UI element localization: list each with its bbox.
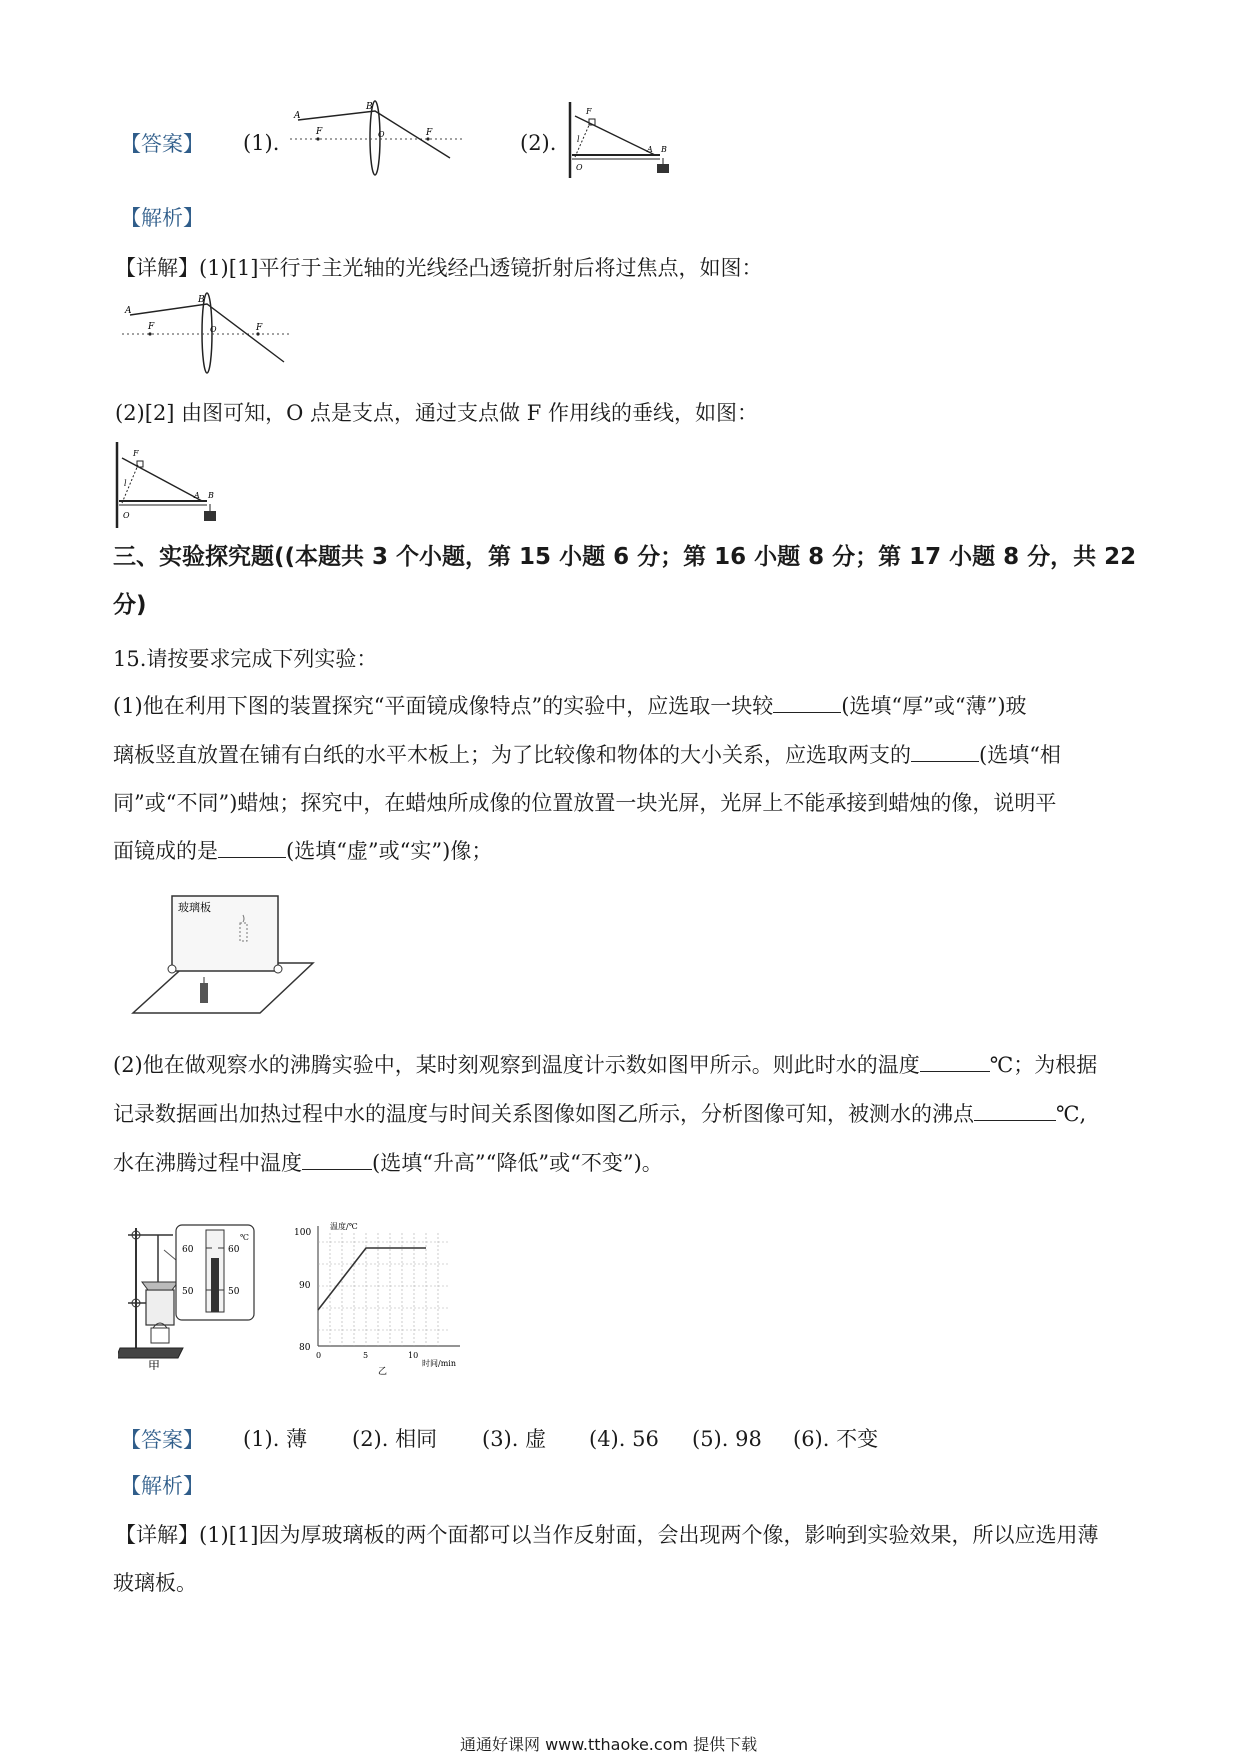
q15-p2-line1 [113,1050,1097,1080]
answer-2-item-2: (2). 相同 [352,1427,438,1451]
graph-y-tick-90: 90 [299,1281,311,1291]
section-heading-line2: 分) [113,592,147,618]
label-b: B [208,491,214,500]
footer-source: 通通好课网 www.tthaoke.com 提供下载 [460,1735,758,1754]
label-a: A [125,306,132,316]
label-a: A [194,491,200,500]
answer-blank-1 [773,692,841,713]
detail-text: (1)[1]因为厚玻璃板的两个面都可以当作反射面，会出现两个像，影响到实验效果，所以应选用薄 [199,1523,1099,1547]
answer-tag: 【答案】 [120,1428,204,1452]
answer-2-item-5: (5). 98 [692,1427,762,1451]
text: (2)他在做观察水的沸腾实验中，某时刻观察到温度计示数如图甲所示。则此时水的温度 [113,1053,920,1077]
label-f-left: F [316,127,323,137]
thermo-tick-50-left: 50 [182,1287,194,1297]
q15-p1-line3: 同”或“不同”)蜡烛；探究中，在蜡烛所成像的位置放置一块光屏，光屏上不能承接到蜡烛的像，说明平 [113,791,1057,815]
question-stem: 15.请按要求完成下列实验： [113,647,378,671]
section-heading [113,533,1136,629]
graph-y-label: 温度/℃ [330,1222,358,1231]
answer-row-2 [120,1424,204,1454]
answer-blank-3 [218,837,286,858]
answer-blank-2 [911,741,979,762]
detail-label: 【详解】 [115,1523,199,1547]
answer-blank-5 [974,1100,1056,1121]
text: (选填“虚”或“实”)像； [286,839,493,863]
graph-x-label: 时间/min [422,1359,456,1368]
text: 璃板竖直放置在铺有白纸的水平木板上；为了比较像和物体的大小关系，应选取两支的 [113,743,911,767]
text: ℃；为根据 [989,1053,1098,1077]
answer-2-item-1: (1). 薄 [243,1427,308,1451]
label-f-right: F [426,128,433,138]
label-o: O [576,163,583,172]
label-l: l [577,135,580,144]
boiling-apparatus-figure [118,1220,303,1370]
label-o: O [123,511,130,520]
graph-x-tick-5: 5 [363,1351,369,1360]
text: (选填“相 [979,743,1061,767]
plane-mirror-figure [128,893,318,1018]
label-b: B [198,295,205,305]
answer-item-1: (1). [243,131,280,155]
thermo-tick-60-right: 60 [228,1245,240,1255]
answer-item-2: (2). [520,131,557,155]
text: (1)他在利用下图的装置探究“平面镜成像特点”的实验中，应选取一块较 [113,694,774,718]
q15-p2-line3 [113,1148,663,1178]
text: 水在沸腾过程中温度 [113,1151,302,1175]
analysis-tag [120,203,204,233]
analysis-tag-text: 【解析】 [120,1474,204,1498]
label-f-left: F [148,322,155,332]
text: (选填“厚”或“薄”)玻 [841,694,1027,718]
answer-2-item-4: (4). 56 [589,1427,659,1451]
q15-p1-line1 [113,691,1027,721]
detail-text: (1)[1]平行于主光轴的光线经凸透镜折射后将过焦点，如图： [199,256,763,280]
q15-p2-line2 [113,1099,1086,1129]
graph-y-tick-80: 80 [299,1343,311,1353]
detail-line-1 [115,253,763,283]
thermo-unit: ℃ [240,1233,249,1242]
graph-x-tick-0: 0 [316,1351,322,1360]
label-o: O [378,130,385,139]
label-a: A [647,145,653,154]
analysis-tag-2 [120,1471,204,1501]
label-f: F [586,107,592,116]
label-a: A [294,111,301,121]
label-o: O [210,325,217,334]
analysis-tag-text: 【解析】 [120,206,204,230]
answer-row-1 [120,128,204,158]
text: (选填“升高”“降低”或“不变”)。 [372,1151,663,1175]
temperature-graph-figure [290,1218,470,1378]
q15-p1-line2 [113,740,1061,770]
thermo-tick-60-left: 60 [182,1245,194,1255]
thermo-tick-50-right: 50 [228,1287,240,1297]
text: 记录数据画出加热过程中水的温度与时间关系图像如图乙所示，分析图像可知，被测水的沸点 [113,1102,974,1126]
answer-2-item-3: (3). 虚 [482,1427,547,1451]
lever-figure-answer [565,100,685,180]
detail-2-line2: 玻璃板。 [113,1571,197,1595]
label-l: l [124,479,127,488]
label-f: F [133,449,139,458]
answer-blank-4 [920,1051,990,1072]
text: ℃, [1056,1102,1087,1126]
answer-2-item-6: (6). 不变 [793,1427,879,1451]
glass-plate-label: 玻璃板 [178,901,211,914]
detail-label: 【详解】 [115,256,199,280]
detail-line-2: (2)[2] 由图可知，O 点是支点，通过支点做 F 作用线的垂线，如图： [115,401,758,425]
figure-jia-label: 甲 [148,1359,161,1370]
lens-figure-detail [122,290,297,380]
q15-p1-line4 [113,836,492,866]
text: 面镜成的是 [113,839,218,863]
label-f-right: F [256,323,263,333]
graph-x-tick-10: 10 [408,1351,419,1360]
figure-yi-label: 乙 [378,1367,388,1377]
answer-blank-6 [302,1149,372,1170]
label-b: B [366,102,373,112]
lever-figure-detail [112,440,232,530]
graph-y-tick-100: 100 [294,1228,312,1238]
label-b: B [661,145,667,154]
detail-2-line1 [115,1520,1099,1550]
lens-figure-answer [290,98,470,178]
section-heading-line1: 三、实验探究题((本题共 3 个小题，第 15 小题 6 分；第 16 小题 8 分；第 17 小题 8 分，共 22 [113,544,1137,570]
answer-tag: 【答案】 [120,132,204,156]
